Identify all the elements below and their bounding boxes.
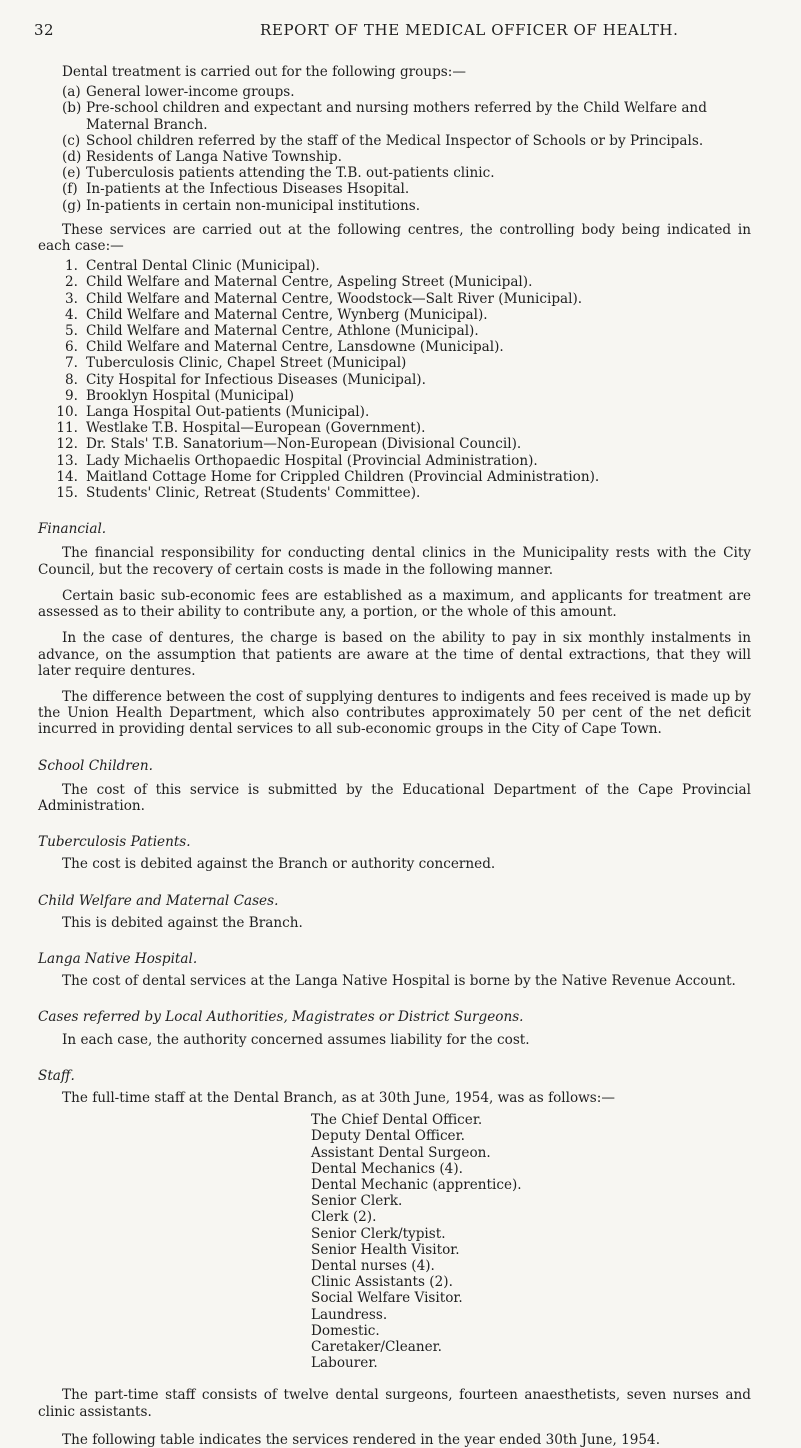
list-item: [0, 323, 801, 339]
list-item: Domestic.: [311, 1322, 380, 1339]
list-item: Deputy Dental Officer.: [311, 1128, 465, 1145]
item-number: 7.: [65, 355, 78, 372]
centres-intro: These services are carried out at the following centres, the controlling body being indicated in each case:—: [38, 221, 751, 255]
child-welfare-text: This is debited against the Branch.: [62, 914, 303, 931]
list-item: Senior Health Visitor.: [311, 1241, 460, 1258]
list-item: [0, 372, 801, 388]
item-label: (a): [62, 84, 81, 101]
item-text: Child Welfare and Maternal Centre, Lansdowne (Municipal).: [86, 339, 504, 356]
list-item: [0, 165, 801, 181]
item-label: (d): [62, 149, 82, 166]
item-number: 9.: [65, 387, 78, 404]
cases-referred-text: In each case, the authority concerned assumes liability for the cost.: [62, 1031, 530, 1048]
item-number: 4.: [65, 306, 78, 323]
staff-intro: The full-time staff at the Dental Branch, as at 30th June, 1954, was as follows:—: [62, 1089, 615, 1106]
list-item: Assistant Dental Surgeon.: [311, 1144, 491, 1161]
staff-heading: Staff.: [38, 1067, 75, 1084]
list-item: [0, 100, 801, 132]
financial-paragraph: The difference between the cost of supplying dentures to indigents and fees received is made up by the Union Health Department, which also contributes approximately 50 per cent of the net deficit incurred in providing dental services to all sub-economic groups in the City of Cape Town.: [38, 688, 751, 738]
list-item: Dental nurses (4).: [311, 1257, 435, 1274]
item-text: Child Welfare and Maternal Centre, Athlone (Municipal).: [86, 323, 479, 340]
item-text: School children referred by the staff of the Medical Inspector of Schools or by Principals.: [86, 132, 704, 149]
item-number: 2.: [65, 274, 78, 291]
item-number: 10.: [56, 404, 78, 421]
list-item: [0, 469, 801, 485]
list-item: [0, 420, 801, 436]
list-item: [0, 388, 801, 404]
document-body: [0, 64, 801, 1448]
item-text: Brooklyn Hospital (Municipal): [86, 387, 294, 404]
tb-heading: Tuberculosis Patients.: [38, 834, 191, 851]
item-label: (e): [62, 165, 81, 182]
list-item: Senior Clerk/typist.: [311, 1225, 446, 1242]
item-text: Residents of Langa Native Township.: [86, 149, 342, 166]
item-text: In-patients at the Infectious Diseases Hsopital.: [86, 181, 410, 198]
list-item: [0, 198, 801, 214]
item-text: Lady Michaelis Orthopaedic Hospital (Provincial Administration).: [86, 452, 538, 469]
item-text: General lower-income groups.: [86, 84, 295, 101]
list-item: Dental Mechanic (apprentice).: [311, 1176, 522, 1193]
staff-list: [0, 1112, 801, 1371]
item-label: (c): [62, 132, 81, 149]
list-item: [0, 339, 801, 355]
item-text: Dr. Stals' T.B. Sanatorium—Non-European (Divisional Council).: [86, 436, 522, 453]
item-text: Pre-school children and expectant and nursing mothers referred by the Child Welfare and Maternal Branch.: [86, 100, 707, 133]
item-number: 12.: [56, 436, 78, 453]
running-title: REPORT OF THE MEDICAL OFFICER OF HEALTH.: [260, 21, 679, 39]
list-item: [0, 453, 801, 469]
item-text: City Hospital for Infectious Diseases (Municipal).: [86, 371, 426, 388]
list-item: Dental Mechanics (4).: [311, 1160, 463, 1177]
school-heading: School Children.: [38, 757, 153, 774]
langa-heading: Langa Native Hospital.: [38, 950, 198, 967]
child-welfare-heading: Child Welfare and Maternal Cases.: [38, 892, 279, 909]
item-text: In-patients in certain non-municipal institutions.: [86, 197, 421, 214]
item-number: 5.: [65, 323, 78, 340]
list-item: Clerk (2).: [311, 1209, 377, 1226]
closing-text: The following table indicates the services rendered in the year ended 30th June, 1954.: [62, 1431, 661, 1448]
list-item: Laundress.: [311, 1306, 388, 1323]
item-number: 15.: [56, 485, 78, 502]
item-text: Students' Clinic, Retreat (Students' Committee).: [86, 485, 421, 502]
item-label: (f): [62, 181, 78, 198]
financial-paragraph: The financial responsibility for conducting dental clinics in the Municipality rests with the City Council, but the recovery of certain costs is made in the following manner.: [38, 545, 751, 578]
list-item: [0, 307, 801, 323]
list-item: Caretaker/Cleaner.: [311, 1339, 442, 1355]
list-item: [0, 436, 801, 452]
list-item: [0, 274, 801, 290]
list-item: [0, 355, 801, 371]
list-item: Clinic Assistants (2).: [311, 1274, 453, 1291]
item-text: Child Welfare and Maternal Centre, Woodstock—Salt River (Municipal).: [86, 290, 583, 307]
item-number: 1.: [65, 258, 78, 275]
list-item: [0, 181, 801, 197]
list-item: [0, 149, 801, 165]
cases-referred-heading: Cases referred by Local Authorities, Magistrates or District Surgeons.: [38, 1009, 524, 1026]
item-text: Central Dental Clinic (Municipal).: [86, 258, 320, 275]
item-text: Tuberculosis Clinic, Chapel Street (Municipal): [86, 355, 407, 372]
langa-text: The cost of dental services at the Langa Native Hospital is borne by the Native Revenue Account.: [62, 973, 736, 990]
item-label: (g): [62, 197, 82, 214]
item-number: 13.: [56, 452, 78, 469]
item-text: Child Welfare and Maternal Centre, Wynberg (Municipal).: [86, 306, 488, 323]
item-number: 6.: [65, 339, 78, 356]
list-item: [0, 291, 801, 307]
item-number: 11.: [56, 420, 78, 437]
school-text: The cost of this service is submitted by the Educational Department of the Cape Provincial Administration.: [38, 781, 751, 814]
list-item: [0, 84, 801, 100]
item-text: Maitland Cottage Home for Crippled Children (Provincial Administration).: [86, 468, 600, 485]
list-item: The Chief Dental Officer.: [311, 1112, 483, 1129]
item-text: Tuberculosis patients attending the T.B. out-patients clinic.: [86, 165, 495, 182]
list-item: [0, 485, 801, 501]
list-item: [0, 258, 801, 274]
item-text: Child Welfare and Maternal Centre, Aspeling Street (Municipal).: [86, 274, 533, 291]
centres-list: [0, 258, 801, 501]
financial-paragraph: Certain basic sub-economic fees are established as a maximum, and applicants for treatment are assessed as to their ability to contribute any, a portion, or the whole of this amount.: [38, 587, 751, 621]
item-number: 8.: [65, 371, 78, 388]
part-time-staff-text: The part-time staff consists of twelve dental surgeons, fourteen anaesthetists, seven nurses and clinic assistants.: [38, 1387, 751, 1420]
item-label: (b): [62, 100, 82, 117]
list-item: Social Welfare Visitor.: [311, 1290, 463, 1307]
list-item: [0, 404, 801, 420]
item-number: 14.: [56, 468, 78, 485]
page-number: 32: [34, 21, 55, 39]
item-text: Westlake T.B. Hospital—European (Government).: [86, 420, 426, 437]
list-item: Senior Clerk.: [311, 1193, 403, 1210]
groups-list: [0, 84, 801, 214]
item-text: Langa Hospital Out-patients (Municipal).: [86, 404, 370, 421]
list-item: Labourer.: [311, 1355, 378, 1372]
groups-intro: Dental treatment is carried out for the following groups:—: [62, 64, 466, 80]
financial-paragraph: In the case of dentures, the charge is based on the ability to pay in six monthly instalments in advance, on the assumption that patients are aware at the time of dental extractions, that they will later require dentures.: [38, 630, 751, 679]
tb-text: The cost is debited against the Branch or authority concerned.: [62, 856, 496, 873]
item-number: 3.: [65, 290, 78, 307]
financial-heading: Financial.: [38, 521, 107, 538]
list-item: [0, 133, 801, 149]
